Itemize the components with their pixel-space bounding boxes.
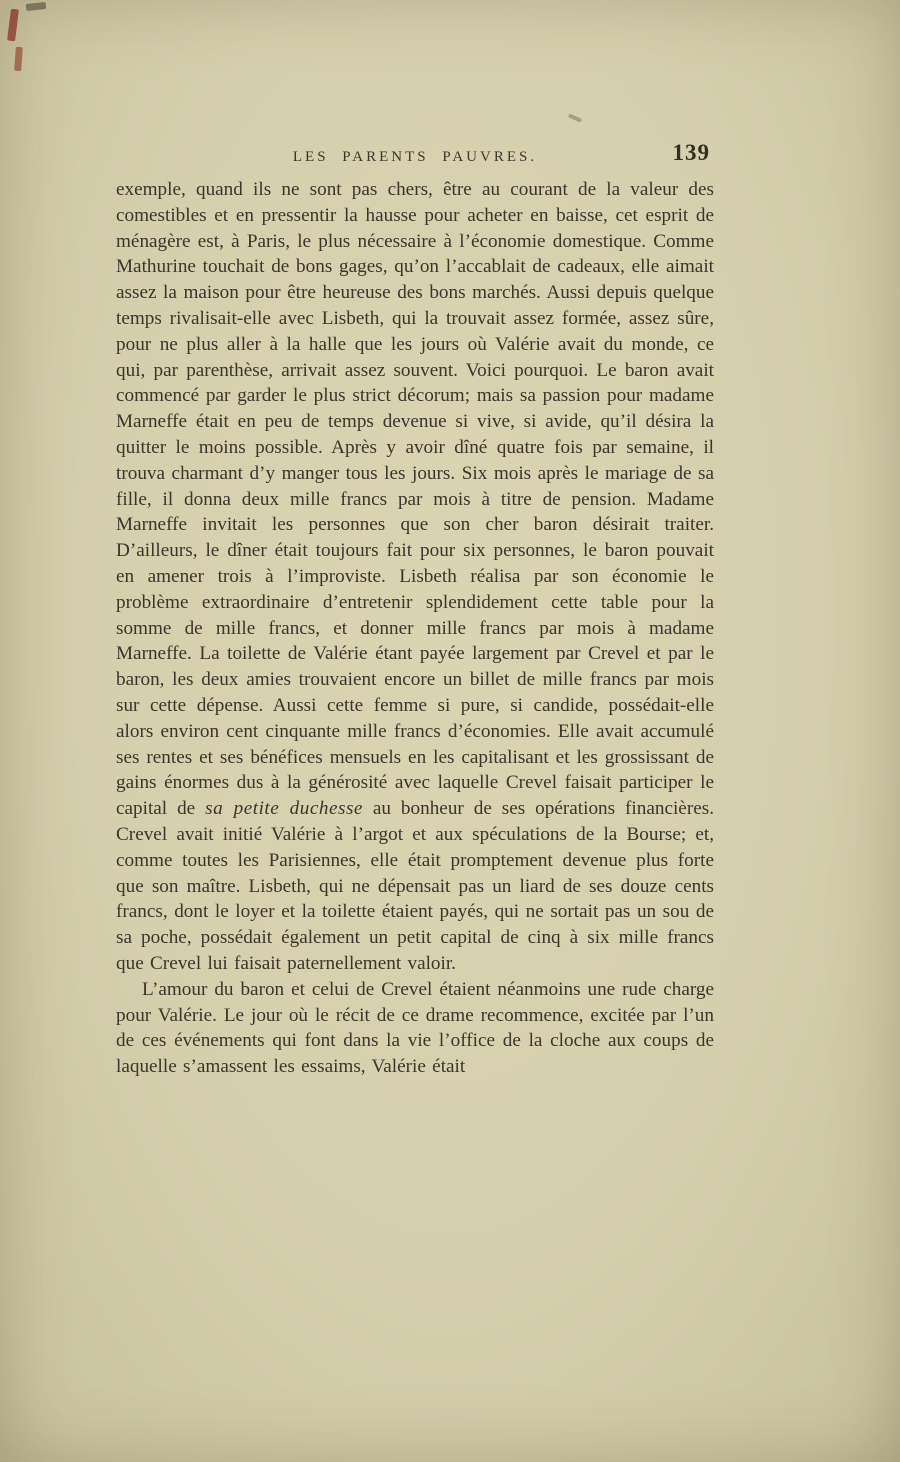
scan-mark-red xyxy=(14,47,23,71)
paragraph-text: au bonheur de ses opérations financières. Crevel avait initié Valérie à l’argot et aux spéculations de la Bourse; et, comme toutes les Parisiennes, elle était promptement devenue plus forte que son maître. Lisbeth, qui ne dépensait pas un liard de ses douze cents francs, dont le loyer et la toilette étaient payés, qui ne sortait pas un sou de sa poche, possédait également un petit capital de cinq à six mille francs que Crevel lui faisait paternellement valoir. xyxy=(116,798,714,974)
scan-mark-dark xyxy=(26,2,47,11)
italic-phrase: sa petite duchesse xyxy=(205,798,363,820)
paragraph-text: exemple, quand ils ne sont pas chers, être au courant de la valeur des comestibles et en pressentir la hausse pour acheter en baisse, cet esprit de ménagère est, à Paris, le plus nécessaire à l’économie domestique. Comme Mathurine touchait de bons gages, qu’on l’accablait de cadeaux, elle aimait assez la maison pour être heureuse des bons marchés. Aussi depuis quelque temps rivalisait-elle avec Lisbeth, qui la trouvait assez formée, assez sûre, pour ne plus aller à la halle que les jours où Valérie avait du monde, ce qui, par parenthèse, arrivait assez souvent. Voici pourquoi. Le baron avait commencé par garder le plus strict décorum; mais sa passion pour madame Marneffe était en peu de temps devenue si vive, si avide, qu’il désira la quitter le moins possible. Après y avoir dîné quatre fois par semaine, il trouva charmant d’y manger tous les jours. Six mois après le mariage de sa fille, il donna deux mille francs par mois à titre de pension. Madame Marneffe invitait les personnes que son cher baron désirait traiter. D’ailleurs, le dîner était toujours fait pour six personnes, le baron pouvait en amener trois à l’improviste. Lisbeth réalisa par son économie le problème extraordinaire d’entretenir splendidement cette table pour la somme de mille francs, et donner mille francs par mois à madame Marneffe. La toilette de Valérie étant payée largement par Crevel et par le baron, les deux amies trouvaient encore un billet de mille francs par mois sur cette dépense. Aussi cette femme si pure, si candide, possédait-elle alors environ cent cinquante mille francs d’économies. Elle avait accumulé ses rentes et ses bénéfices mensuels en les capitalisant et les grossissant de gains énormes dus à la générosité avec laquelle Crevel faisait participer le capital de xyxy=(116,179,714,820)
page-number: 139 xyxy=(672,140,710,165)
running-title: LES PARENTS PAUVRES. xyxy=(292,149,538,165)
page-header xyxy=(118,142,712,172)
paragraph: L’amour du baron et celui de Crevel étaient néanmoins une rude charge pour Valérie. Le jour où le récit de ce drame recommence, excitée par l’un de ces événements qui font dans la vie l’office de la cloche aux coups de laquelle s’amassent les essaims, Valérie était xyxy=(116,978,714,1078)
page-body xyxy=(116,177,714,1080)
paragraph xyxy=(116,177,714,977)
scan-mark-speck xyxy=(568,113,582,122)
scan-mark-red xyxy=(7,9,19,42)
